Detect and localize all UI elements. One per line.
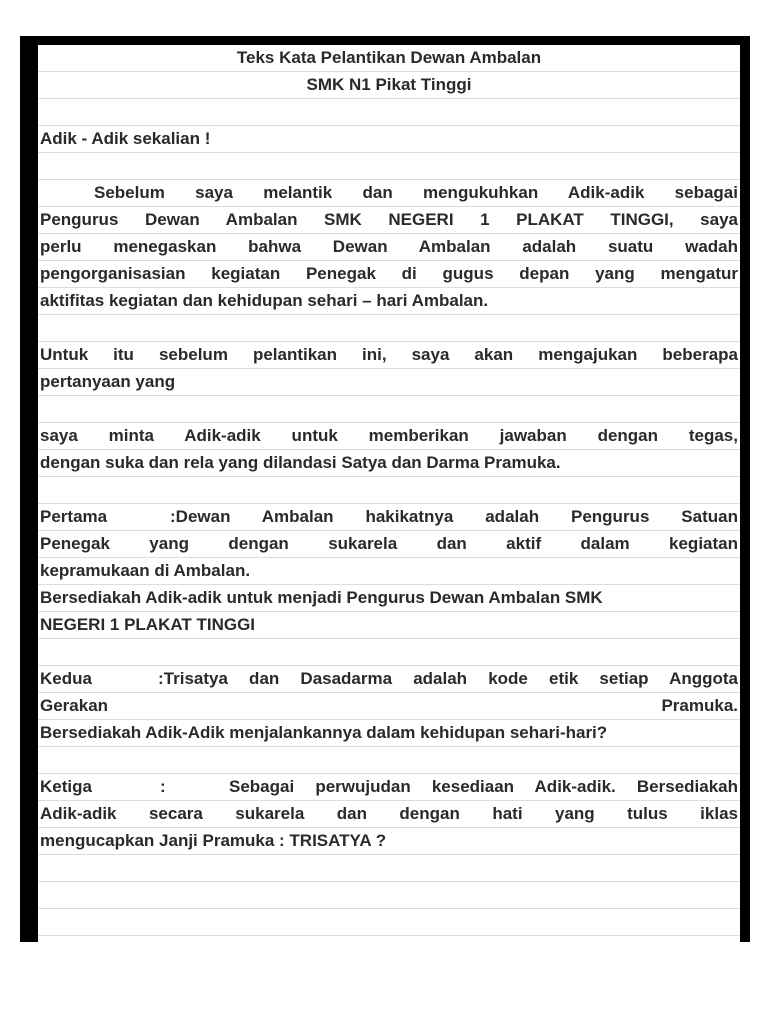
blank-line xyxy=(38,396,740,423)
question-1-line xyxy=(38,504,740,531)
question-1-line: NEGERI 1 PLAKAT TINGGI xyxy=(38,612,740,639)
question-2-line xyxy=(38,666,740,693)
question-1-label: Pertama xyxy=(40,507,108,526)
question-2-text: :Trisatya dan Dasadarma adalah kode etik setiap Anggota xyxy=(158,669,738,688)
paragraph-line: aktifitas kegiatan dan kehidupan sehari – hari Ambalan. xyxy=(38,288,740,315)
blank-line xyxy=(38,936,740,942)
question-3-line xyxy=(38,774,740,801)
blank-line xyxy=(38,315,740,342)
blank-line xyxy=(38,747,740,774)
question-3-text: : Sebagai perwujudan kesediaan Adik-adik. Bersediakah xyxy=(160,777,738,796)
blank-line xyxy=(38,153,740,180)
paragraph-line: dengan suka dan rela yang dilandasi Satya dan Darma Pramuka. xyxy=(38,450,740,477)
blank-line xyxy=(38,855,740,882)
blank-line xyxy=(38,882,740,909)
blank-line xyxy=(38,639,740,666)
question-2-line xyxy=(38,693,740,720)
question-2-line: Bersediakah Adik-Adik menjalankannya dalam kehidupan sehari-hari? xyxy=(38,720,740,747)
paragraph-line: saya minta Adik-adik untuk memberikan jawaban dengan tegas, xyxy=(38,423,740,450)
document-page xyxy=(38,45,740,942)
paragraph-line: perlu menegaskan bahwa Dewan Ambalan adalah suatu wadah xyxy=(38,234,740,261)
greeting: Adik - Adik sekalian ! xyxy=(38,126,740,153)
question-1-line: Penegak yang dengan sukarela dan aktif dalam kegiatan xyxy=(38,531,740,558)
blank-line xyxy=(38,477,740,504)
question-3-line: Adik-adik secara sukarela dan dengan hati yang tulus iklas xyxy=(38,801,740,828)
question-1-text: :Dewan Ambalan hakikatnya adalah Pengurus Satuan xyxy=(170,507,738,526)
paragraph-line: Untuk itu sebelum pelantikan ini, saya akan mengajukan beberapa xyxy=(38,342,740,369)
question-1-line: Bersediakah Adik-adik untuk menjadi Pengurus Dewan Ambalan SMK xyxy=(38,585,740,612)
question-3-line: mengucapkan Janji Pramuka : TRISATYA ? xyxy=(38,828,740,855)
question-3-label: Ketiga xyxy=(40,777,92,796)
blank-line xyxy=(38,909,740,936)
blank-line xyxy=(38,99,740,126)
document-title: Teks Kata Pelantikan Dewan Ambalan xyxy=(38,45,740,72)
paragraph-line: pertanyaan yang xyxy=(38,369,740,396)
question-2-text-left: Gerakan xyxy=(40,696,109,715)
question-1-line: kepramukaan di Ambalan. xyxy=(38,558,740,585)
document-subtitle: SMK N1 Pikat Tinggi xyxy=(38,72,740,99)
paragraph-line: Pengurus Dewan Ambalan SMK NEGERI 1 PLAKAT TINGGI, saya xyxy=(38,207,740,234)
question-2-label: Kedua xyxy=(40,669,92,688)
paragraph-line: pengorganisasian kegiatan Penegak di gugus depan yang mengatur xyxy=(38,261,740,288)
question-2-text-right: Pramuka. xyxy=(661,696,738,715)
paragraph-line: Sebelum saya melantik dan mengukuhkan Adik-adik sebagai xyxy=(38,180,740,207)
